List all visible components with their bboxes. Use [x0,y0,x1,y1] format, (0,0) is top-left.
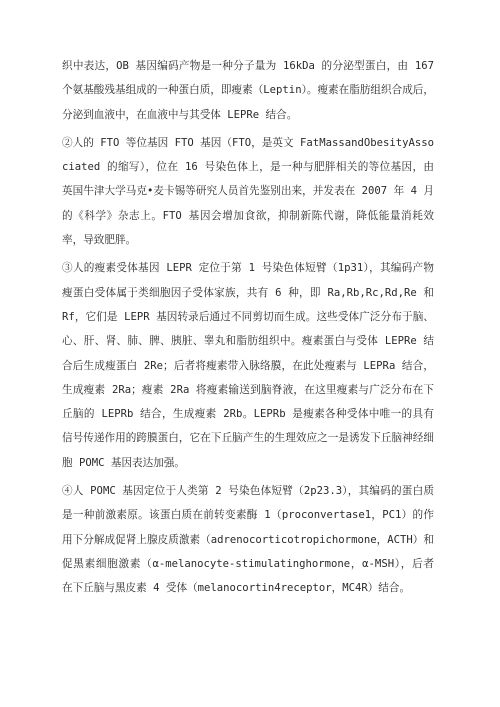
paragraph-ob-gene: 织中表达，OB 基因编码产物是一种分子量为 16kDa 的分泌型蛋白，由 167 个氨基酸残基组成的一种蛋白质，即瘦素（Leptin）。瘦素在脂肪组织合成后，分泌到血液中，在血液中与其受体 LEPRe 结合。 [62,60,434,121]
paragraph-pomc-gene: ④人 POMC 基因定位于人类第 2 号染色体短臂（2p23.3），其编码的蛋白质是一种前激素原。该蛋白质在前转变素酶 1（proconvertase1，PC1）的作用下分解成促肾上腺皮质激素（adrenocorticotropichormone，ACTH）和促黑素细胞激素（α-melanocyte-stimulatinghormone，α-MSH），后者在下丘脑与黑皮素 4 受体（melanocortin4receptor，MC4R）结合。 [62,485,434,595]
document-page [62,54,434,605]
paragraph-fto-gene: ②人的 FTO 等位基因 FTO 基因（FTO，是英文 FatMassandObesityAssociated 的缩写），位在 16 号染色体上，是一种与肥胖相关的等位基因，由英国牛津大学马克•麦卡锡等研究人员首先鉴别出来，并发表在 2007 年 4 月的《科学》杂志上。FTO 基因会增加食欲，抑制新陈代谢，降低能量消耗效率，导致肥胖。 [62,136,434,247]
paragraph-lepr-gene: ③人的瘦素受体基因 LEPR 定位于第 1 号染色体短臂（1p31），其编码产物瘦蛋白受体属于类细胞因子受体家族，共有 6 种，即 Ra,Rb,Rc,Rd,Re 和 Rf，它们是 LEPR 基因转录后通过不同剪切而生成。这些受体广泛分布于脑、心、肝、肾、肺、脾、胰脏、睾丸和脂肪组织中。瘦素蛋白与受体 LEPRe 结合后生成瘦蛋白 2Re；后者将瘦素带入脉络膜，在此处瘦素与 LEPRa 结合，生成瘦素 2Ra；瘦素 2Ra 将瘦素输送到脑脊液，在这里瘦素与广泛分布在下丘脑的 LEPRb 结合，生成瘦素 2Rb。LEPRb 是瘦素各种受体中唯一的具有信号传递作用的跨膜蛋白，它在下丘脑产生的生理效应之一是诱发下丘脑神经细胞 POMC 基因表达加强。 [62,262,434,469]
